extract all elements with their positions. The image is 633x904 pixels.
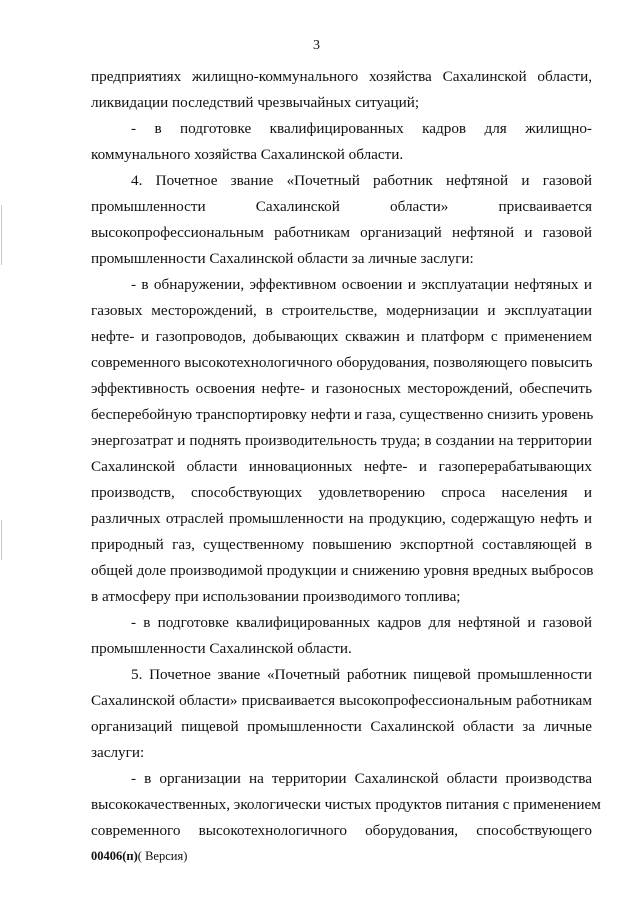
text-line: высокопрофессиональным работникам организаций нефтяной и газовой [91, 224, 592, 241]
text-line: газовых месторождений, в строительстве, модернизации и эксплуатации [91, 302, 592, 319]
text-line: в атмосферу при использовании производимого топлива; [91, 588, 461, 605]
text-line: Сахалинской области» присваивается высокопрофессиональным работникам [91, 692, 592, 709]
text-line: эффективность освоения нефте- и газоносных месторождений, обеспечить [91, 380, 592, 397]
text-line: заслуги: [91, 744, 145, 761]
text-line: энергозатрат и поднять производительность труда; в создании на территории [91, 432, 592, 449]
text-line: ликвидации последствий чрезвычайных ситуаций; [91, 94, 420, 111]
text-line: различных отраслей промышленности на продукцию, содержащую нефть и [91, 510, 592, 527]
text-line: природный газ, существенному повышению экспортной составляющей в [91, 536, 592, 553]
scan-edge-mark [1, 520, 2, 560]
scan-edge-mark [1, 205, 2, 265]
text-line: 4. Почетное звание «Почетный работник нефтяной и газовой [131, 172, 592, 189]
text-line: современного высокотехнологичного оборудования, способствующего [91, 822, 592, 839]
document-version: ( Версия) [137, 849, 188, 863]
text-line: промышленности Сахалинской области» присваивается [91, 198, 592, 215]
text-line: Сахалинской области инновационных нефте- и газоперерабатывающих [91, 458, 592, 475]
text-line: современного высокотехнологичного оборудования, позволяющего повысить [91, 354, 593, 371]
document-footer [91, 848, 187, 864]
text-line: промышленности Сахалинской области за личные заслуги: [91, 250, 474, 267]
text-line: промышленности Сахалинской области. [91, 640, 352, 657]
text-line: нефте- и газопроводов, добывающих скважин и платформ с применением [91, 328, 592, 345]
text-line: предприятиях жилищно-коммунального хозяйства Сахалинской области, [91, 68, 592, 85]
text-line: высококачественных, экологически чистых продуктов питания с применением [91, 796, 601, 813]
text-line: общей доле производимой продукции и снижению уровня вредных выбросов [91, 562, 594, 579]
text-line: - в организации на территории Сахалинской области производства [131, 770, 592, 787]
text-line: бесперебойную транспортировку нефти и газа, существенно снизить уровень [91, 406, 594, 423]
text-line: организаций пищевой промышленности Сахалинской области за личные [91, 718, 592, 735]
text-line: 5. Почетное звание «Почетный работник пищевой промышленности [131, 666, 592, 683]
page-number: 3 [313, 38, 320, 53]
text-line: производств, способствующих удовлетворению спроса населения и [91, 484, 592, 501]
text-line: - в подготовке квалифицированных кадров для нефтяной и газовой [131, 614, 592, 631]
text-line: - в подготовке квалифицированных кадров для жилищно- [131, 120, 592, 137]
text-line: коммунального хозяйства Сахалинской области. [91, 146, 404, 163]
document-code: 00406(п) [91, 849, 138, 863]
text-line: - в обнаружении, эффективном освоении и эксплуатации нефтяных и [131, 276, 592, 293]
